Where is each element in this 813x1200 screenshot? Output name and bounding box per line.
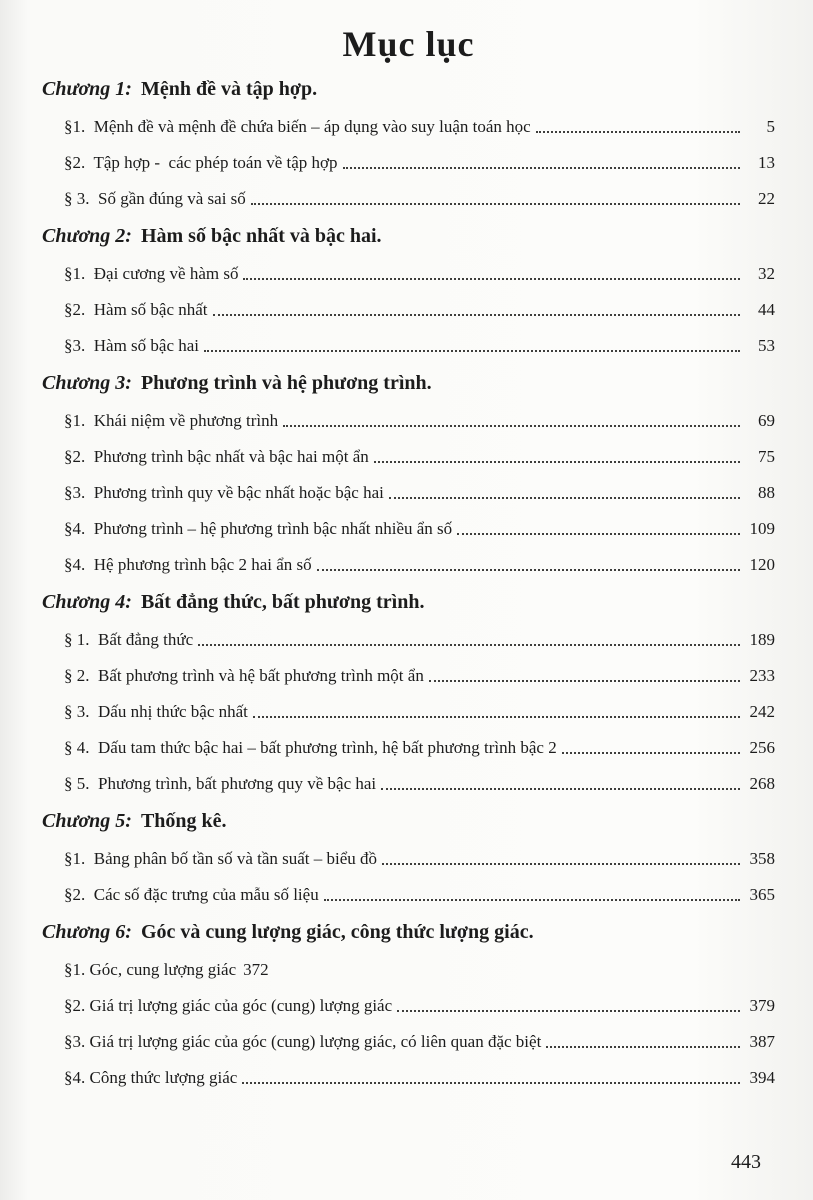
entry-page: 394 xyxy=(749,1068,775,1087)
entry-page: 358 xyxy=(749,849,775,868)
entry-page: 88 xyxy=(758,483,775,502)
chapter-title: Bất đẳng thức, bất phương trình. xyxy=(140,591,425,613)
toc-entry xyxy=(64,187,775,210)
dot-leader xyxy=(242,1082,740,1084)
chapter-5 xyxy=(42,808,775,906)
dot-leader xyxy=(429,680,740,682)
entry-label: § 2. Bất phương trình và hệ bất phương trình một ẩn xyxy=(64,666,424,685)
chapter-heading xyxy=(42,919,775,945)
chapter-title: Hàm số bậc nhất và bậc hai. xyxy=(140,225,382,247)
chapter-heading xyxy=(42,76,775,102)
entry-label: § 3. Dấu nhị thức bậc nhất xyxy=(64,702,248,721)
dot-leader xyxy=(536,131,740,133)
dot-leader xyxy=(389,497,740,499)
entry-label: §2. Tập hợp - các phép toán về tập hợp xyxy=(64,153,338,172)
toc-entry xyxy=(64,262,775,285)
chapter-title: Góc và cung lượng giác, công thức lượng giác. xyxy=(140,921,534,943)
entry-label: §4. Hệ phương trình bậc 2 hai ẩn số xyxy=(64,555,312,574)
entry-label: §2. Các số đặc trưng của mẫu số liệu xyxy=(64,885,319,904)
dot-leader xyxy=(397,1010,740,1012)
entry-page: 5 xyxy=(766,117,775,136)
entry-label: §1. Đại cương về hàm số xyxy=(64,264,239,283)
entry-page: 189 xyxy=(749,630,775,649)
chapter-label: Chương 4: xyxy=(42,591,132,613)
entry-list xyxy=(42,115,775,210)
dot-leader xyxy=(324,899,740,901)
chapter-label: Chương 1: xyxy=(42,78,132,100)
dot-leader xyxy=(562,752,740,754)
entry-list xyxy=(42,262,775,357)
entry-page: 256 xyxy=(749,738,775,757)
dot-leader xyxy=(243,278,740,280)
toc-entry xyxy=(64,151,775,174)
toc-entry xyxy=(64,298,775,321)
toc-entry xyxy=(64,883,775,906)
entry-page: 268 xyxy=(749,774,775,793)
entry-label: §3. Phương trình quy về bậc nhất hoặc bậc hai xyxy=(64,483,384,502)
dot-leader xyxy=(213,314,740,316)
entry-page: 44 xyxy=(758,300,775,319)
entry-page: 242 xyxy=(749,702,775,721)
dot-leader xyxy=(204,350,740,352)
dot-leader xyxy=(283,425,740,427)
entry-label: §1. Góc, cung lượng giác xyxy=(64,960,237,979)
toc-entry xyxy=(64,628,775,651)
entry-label: § 3. Số gần đúng và sai số xyxy=(64,189,246,208)
entry-label: §4. Công thức lượng giác xyxy=(64,1068,238,1087)
chapter-label: Chương 2: xyxy=(42,225,132,247)
entry-label: §1. Bảng phân bố tần số và tần suất – biểu đồ xyxy=(64,849,378,868)
chapter-heading xyxy=(42,589,775,615)
entry-page: 387 xyxy=(749,1032,775,1051)
toc-entry xyxy=(64,481,775,504)
book-page-number: 443 xyxy=(731,1151,761,1173)
page-title: Mục lục xyxy=(342,24,475,64)
toc-entry xyxy=(64,517,775,540)
entry-page: 22 xyxy=(758,189,775,208)
dot-leader xyxy=(317,569,740,571)
toc-entry xyxy=(64,445,775,468)
entry-page: 53 xyxy=(758,336,775,355)
entry-page: 379 xyxy=(749,996,775,1015)
entry-label: § 1. Bất đẳng thức xyxy=(64,630,194,649)
entry-label: §1. Mệnh đề và mệnh đề chứa biến – áp dụng vào suy luận toán học xyxy=(64,117,531,136)
toc-entry xyxy=(64,553,775,576)
chapter-heading xyxy=(42,808,775,834)
entry-list xyxy=(42,628,775,795)
chapter-heading xyxy=(42,223,775,249)
toc-entry xyxy=(64,334,775,357)
toc-entry xyxy=(64,994,775,1017)
chapter-1 xyxy=(42,76,775,210)
entry-page: 372 xyxy=(243,960,269,979)
chapter-label: Chương 6: xyxy=(42,921,132,943)
chapter-title: Mệnh đề và tập hợp. xyxy=(140,78,318,100)
entry-page: 120 xyxy=(749,555,775,574)
entry-list xyxy=(42,847,775,906)
chapter-title: Thống kê. xyxy=(140,810,227,832)
entry-page: 32 xyxy=(758,264,775,283)
chapter-3 xyxy=(42,370,775,576)
dot-leader xyxy=(382,863,740,865)
entry-page: 69 xyxy=(758,411,775,430)
chapter-title: Phương trình và hệ phương trình. xyxy=(140,372,432,394)
entry-list xyxy=(42,409,775,576)
dot-leader xyxy=(343,167,740,169)
entry-label: §3. Hàm số bậc hai xyxy=(64,336,200,355)
entry-page: 233 xyxy=(749,666,775,685)
entry-label: §2. Giá trị lượng giác của góc (cung) lượng giác xyxy=(64,996,393,1015)
dot-leader xyxy=(198,644,740,646)
entry-label: §2. Phương trình bậc nhất và bậc hai một ẩn xyxy=(64,447,369,466)
chapter-2 xyxy=(42,223,775,357)
dot-leader xyxy=(253,716,740,718)
dot-leader xyxy=(381,788,740,790)
entry-page: 109 xyxy=(749,519,775,538)
toc-entry xyxy=(64,664,775,687)
dot-leader xyxy=(251,203,740,205)
entry-page: 75 xyxy=(758,447,775,466)
toc-entry xyxy=(64,1030,775,1053)
entry-page: 13 xyxy=(758,153,775,172)
entry-label: §1. Khái niệm về phương trình xyxy=(64,411,279,430)
toc-entry xyxy=(64,736,775,759)
chapter-6 xyxy=(42,919,775,1089)
toc-entry xyxy=(64,1066,775,1089)
chapter-label: Chương 5: xyxy=(42,810,132,832)
toc-entry xyxy=(64,409,775,432)
entry-label: § 5. Phương trình, bất phương quy về bậc hai xyxy=(64,774,377,793)
toc-entry xyxy=(64,115,775,138)
chapter-4 xyxy=(42,589,775,795)
chapter-heading xyxy=(42,370,775,396)
toc-entry xyxy=(64,700,775,723)
entry-list xyxy=(42,958,775,1089)
entry-label: § 4. Dấu tam thức bậc hai – bất phương trình, hệ bất phương trình bậc 2 xyxy=(64,738,557,757)
toc-entry xyxy=(64,847,775,870)
toc-entry xyxy=(64,958,775,981)
chapter-label: Chương 3: xyxy=(42,372,132,394)
entry-label: §2. Hàm số bậc nhất xyxy=(64,300,208,319)
dot-leader xyxy=(546,1046,740,1048)
entry-label: §4. Phương trình – hệ phương trình bậc nhất nhiều ẩn số xyxy=(64,519,453,538)
dot-leader xyxy=(457,533,740,535)
entry-label: §3. Giá trị lượng giác của góc (cung) lượng giác, có liên quan đặc biệt xyxy=(64,1032,542,1051)
dot-leader xyxy=(374,461,740,463)
toc-entry xyxy=(64,772,775,795)
entry-page: 365 xyxy=(749,885,775,904)
